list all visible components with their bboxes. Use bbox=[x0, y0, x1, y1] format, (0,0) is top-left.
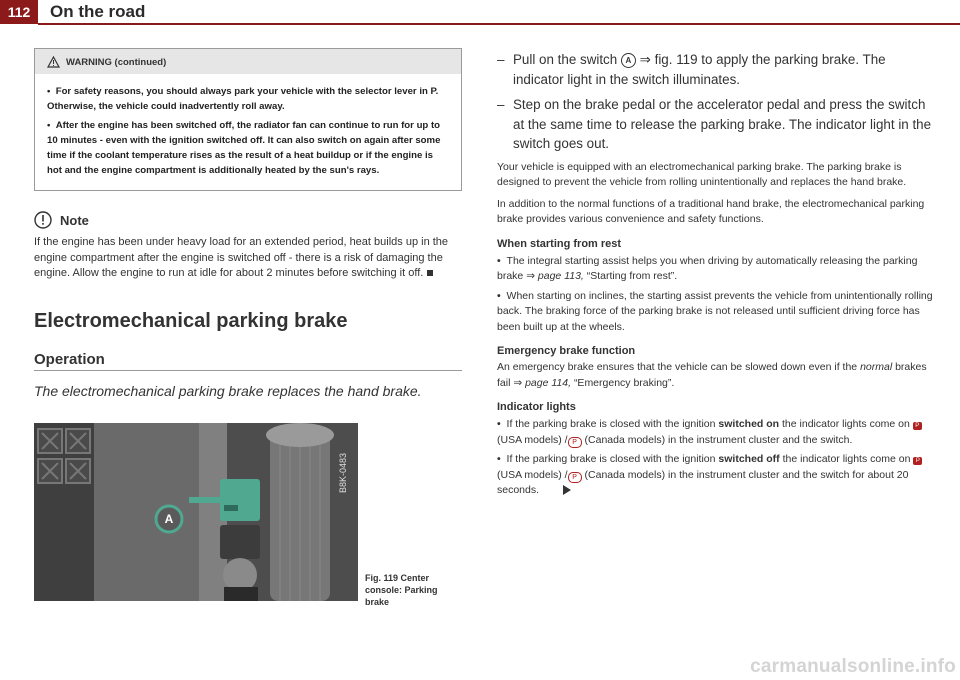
parking-brake-canada-icon: P bbox=[568, 437, 582, 448]
warning-item: • After the engine has been switched off, the radiator fan can continue to run for up to 10 minutes - even with the ignition switched off. It can also switch on again after some time if the coolant temperature rises as the result of a heat buildup or if the engine is hot and the engine compartment is additionally heated by the sun's rays. bbox=[47, 120, 441, 176]
header-rule bbox=[38, 23, 960, 25]
list-item: • The integral starting assist helps you when driving by automatically releasing the parking brake ⇒ page 113, “Starting from rest”. bbox=[497, 254, 918, 282]
parking-brake-usa-icon: P bbox=[913, 457, 922, 465]
operation-intro: The electromechanical parking brake replaces the hand brake. bbox=[34, 382, 422, 399]
note-text: If the engine has been under heavy load for an extended period, heat builds up in the engine compartment after the engine is switched off - there is a risk of damaging the engine. Allow the engine to run at idle for about 2 minutes before switching it off. bbox=[34, 236, 449, 279]
section-title: On the road bbox=[50, 2, 146, 21]
operation-rule bbox=[34, 370, 462, 371]
indicators-heading: Indicator lights bbox=[497, 401, 576, 413]
emergency-heading: Emergency brake function bbox=[497, 345, 636, 357]
list-item: • If the parking brake is closed with the ignition switched on the indicator lights come on P (USA models) / P (Canada models) in the instrument cluster and the switch. bbox=[497, 417, 935, 448]
body-paragraph: In addition to the normal functions of a traditional hand brake, the electromechanical parking brake provides various convenience and safety functions. bbox=[497, 197, 925, 225]
list-item: • If the parking brake is closed with the ignition switched off the indicator lights come on P (USA models) / P (Canada models) in the instrument cluster and the switch for about 20 seconds. bbox=[497, 452, 935, 499]
body-paragraph: Your vehicle is equipped with an electromechanical parking brake. The parking brake is designed to prevent the vehicle from rolling unintentionally and replaces the hand brake. bbox=[497, 160, 907, 188]
warning-body bbox=[35, 74, 461, 190]
figure-callout-a: A bbox=[164, 511, 174, 526]
note-header bbox=[34, 211, 462, 229]
list-item: • When starting on inclines, the starting assist prevents the vehicle from unintentionally rolling back. The braking force of the parking brake is not released until sufficient driving force has been built up at the wheels. bbox=[497, 289, 933, 333]
warning-box bbox=[34, 48, 462, 191]
instruction-step: – Step on the brake pedal or the accelerator pedal and press the switch at the same time to release the parking brake. The indicator light in the switch goes out. bbox=[497, 97, 932, 151]
starting-heading: When starting from rest bbox=[497, 237, 622, 250]
parking-brake-usa-icon: P bbox=[913, 422, 922, 430]
figure-code: B8K-0483 bbox=[338, 452, 348, 493]
warning-header bbox=[35, 49, 461, 74]
figure bbox=[34, 423, 462, 607]
right-column bbox=[497, 50, 935, 503]
page-header bbox=[0, 0, 960, 28]
warning-item: • For safety reasons, you should always park your vehicle with the selector lever in P. Otherwise, the vehicle could inadvertently roll away. bbox=[47, 86, 439, 112]
instruction-step: – Pull on the switch A ⇒ fig. 119 to apply the parking brake. The indicator light in the switch illuminates. bbox=[497, 52, 886, 87]
page-number: 112 bbox=[0, 0, 38, 24]
switch-a-marker: A bbox=[621, 53, 636, 68]
left-column bbox=[34, 48, 462, 607]
parking-brake-canada-icon: P bbox=[568, 472, 582, 483]
center-console-figure bbox=[34, 423, 358, 601]
note-title: Note bbox=[60, 212, 89, 228]
warning-title: WARNING (continued) bbox=[66, 56, 167, 68]
page-reference[interactable]: ⇒ page 113, bbox=[526, 270, 584, 282]
watermark: carmanualsonline.info bbox=[750, 656, 956, 677]
warning-triangle-icon bbox=[47, 56, 60, 68]
note-exclamation-icon bbox=[34, 211, 52, 229]
emergency-text: An emergency brake ensures that the vehicle can be slowed down even if the normal brakes fail ⇒ page 114, “Emergency braking”. bbox=[497, 361, 927, 389]
end-of-section-mark bbox=[427, 270, 433, 276]
page-reference[interactable]: ⇒ page 114, bbox=[513, 376, 572, 389]
operation-heading: Operation bbox=[34, 350, 105, 368]
chapter-title: Electromechanical parking brake bbox=[34, 309, 348, 332]
figure-caption: Fig. 119 Center console: Parking brake bbox=[365, 572, 438, 607]
continue-arrow-icon bbox=[563, 485, 571, 495]
